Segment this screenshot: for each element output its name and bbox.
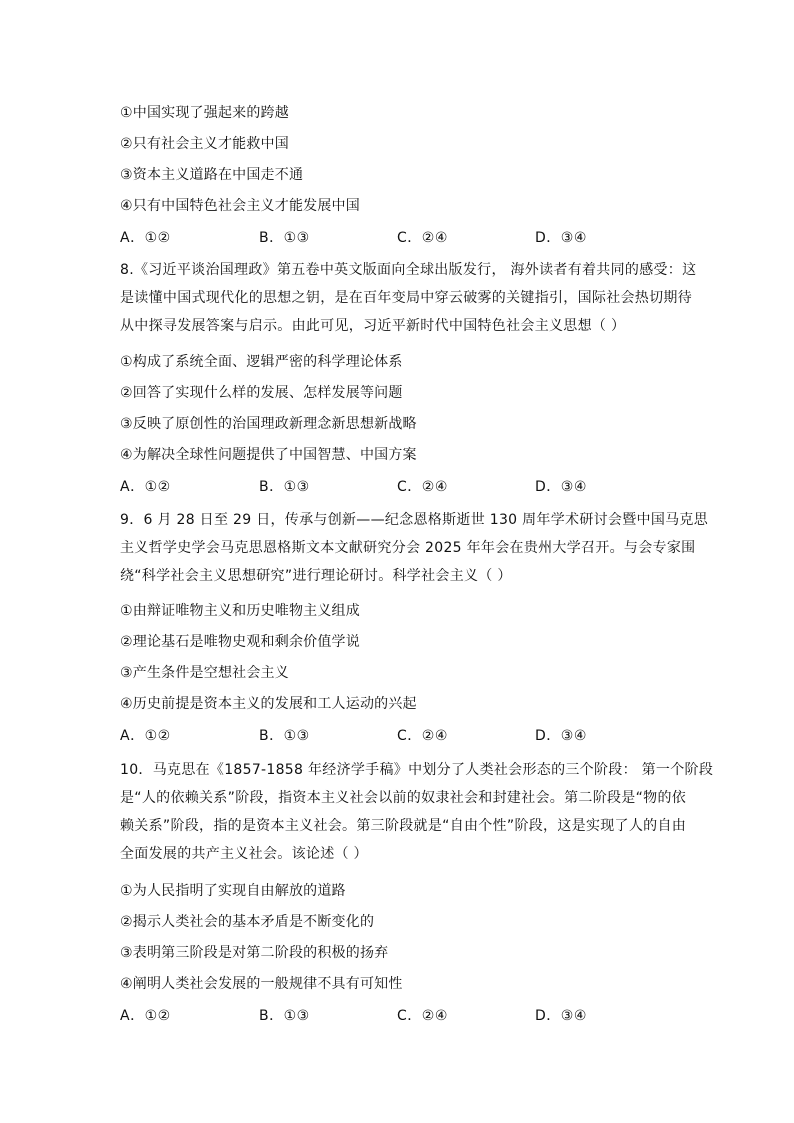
q9-stem-line-3: 绕“科学社会主义思想研究”进行理论研讨。科学社会主义（ ） xyxy=(120,568,512,584)
q8-options xyxy=(120,477,680,497)
q9-option-c: C．②④ xyxy=(397,728,448,744)
q8-item-2: ②回答了实现什么样的发展、怎样发展等问题 xyxy=(120,385,403,401)
q8-item-4: ④为解决全球性问题提供了中国智慧、中国方案 xyxy=(120,447,417,463)
q8-option-c: C．②④ xyxy=(397,479,448,495)
q10-option-a: A．①② xyxy=(120,1008,171,1024)
q7-item-3: ③资本主义道路在中国走不通 xyxy=(120,167,304,183)
q8-stem xyxy=(120,256,697,340)
q7-item-2: ②只有社会主义才能救中国 xyxy=(120,136,289,152)
q10-stem xyxy=(120,756,714,868)
q10-option-b: B．①③ xyxy=(259,1008,310,1024)
q10-option-c: C．②④ xyxy=(397,1008,448,1024)
q8-option-b: B．①③ xyxy=(259,479,310,495)
q7-options xyxy=(120,228,680,248)
q9-option-a: A．①② xyxy=(120,728,171,744)
q10-item-3: ③表明第三阶段是对第二阶段的积极的扬弃 xyxy=(120,945,389,961)
q10-options xyxy=(120,1006,680,1026)
q10-option-d: D．③④ xyxy=(535,1008,587,1024)
q9-option-b: B．①③ xyxy=(259,728,310,744)
q9-item-4: ④历史前提是资本主义的发展和工人运动的兴起 xyxy=(120,696,417,712)
q7-item-1: ①中国实现了强起来的跨越 xyxy=(120,105,289,121)
q7-option-a: A．①② xyxy=(120,230,171,246)
q9-item-3: ③产生条件是空想社会主义 xyxy=(120,665,289,681)
q8-item-3: ③反映了原创性的治国理政新理念新思想新战略 xyxy=(120,416,417,432)
q9-stem-line-1: 9．6 月 28 日至 29 日，传承与创新——纪念恩格斯逝世 130 周年学术研讨会暨中国马克思 xyxy=(120,512,709,528)
q10-item-2: ②揭示人类社会的基本矛盾是不断变化的 xyxy=(120,914,375,930)
q9-option-d: D．③④ xyxy=(535,728,587,744)
q9-options xyxy=(120,726,680,746)
q9-stem-line-2: 主义哲学史学会马克思恩格斯文本文献研究分会 2025 年年会在贵州大学召开。与会专家围 xyxy=(120,540,696,556)
q7-option-d: D．③④ xyxy=(535,230,587,246)
q9-item-2: ②理论基石是唯物史观和剩余价值学说 xyxy=(120,634,360,650)
q9-stem xyxy=(120,506,709,590)
q7-option-b: B．①③ xyxy=(259,230,310,246)
q10-item-4: ④阐明人类社会发展的一般规律不具有可知性 xyxy=(120,976,403,992)
q9-item-1: ①由辩证唯物主义和历史唯物主义组成 xyxy=(120,603,360,619)
q8-stem-line-3: 从中探寻发展答案与启示。由此可见，习近平新时代中国特色社会主义思想（ ） xyxy=(120,318,626,334)
q7-option-c: C．②④ xyxy=(397,230,448,246)
q10-stem-line-3: 赖关系”阶段，指的是资本主义社会。第三阶段就是“自由个性”阶段，这是实现了人的自由 xyxy=(120,818,687,834)
q8-item-1: ①构成了系统全面、逻辑严密的科学理论体系 xyxy=(120,354,403,370)
q8-stem-line-2: 是读懂中国式现代化的思想之钥，是在百年变局中穿云破雾的关键指引，国际社会热切期待 xyxy=(120,290,692,306)
q8-option-a: A．①② xyxy=(120,479,171,495)
q10-item-1: ①为人民指明了实现自由解放的道路 xyxy=(120,883,346,899)
q8-option-d: D．③④ xyxy=(535,479,587,495)
q7-item-4: ④只有中国特色社会主义才能发展中国 xyxy=(120,198,360,214)
q10-stem-line-1: 10．马克思在《1857-1858 年经济学手稿》中划分了人类社会形态的三个阶段： 第一个阶段 xyxy=(120,762,714,778)
q10-stem-line-2: 是“人的依赖关系”阶段，指资本主义社会以前的奴隶社会和封建社会。第二阶段是“物的依 xyxy=(120,790,687,806)
q10-stem-line-4: 全面发展的共产主义社会。该论述（ ） xyxy=(120,846,368,862)
q8-stem-line-1: 8.《习近平谈治国理政》第五卷中英文版面向全球出版发行， 海外读者有着共同的感受：这 xyxy=(120,262,697,278)
